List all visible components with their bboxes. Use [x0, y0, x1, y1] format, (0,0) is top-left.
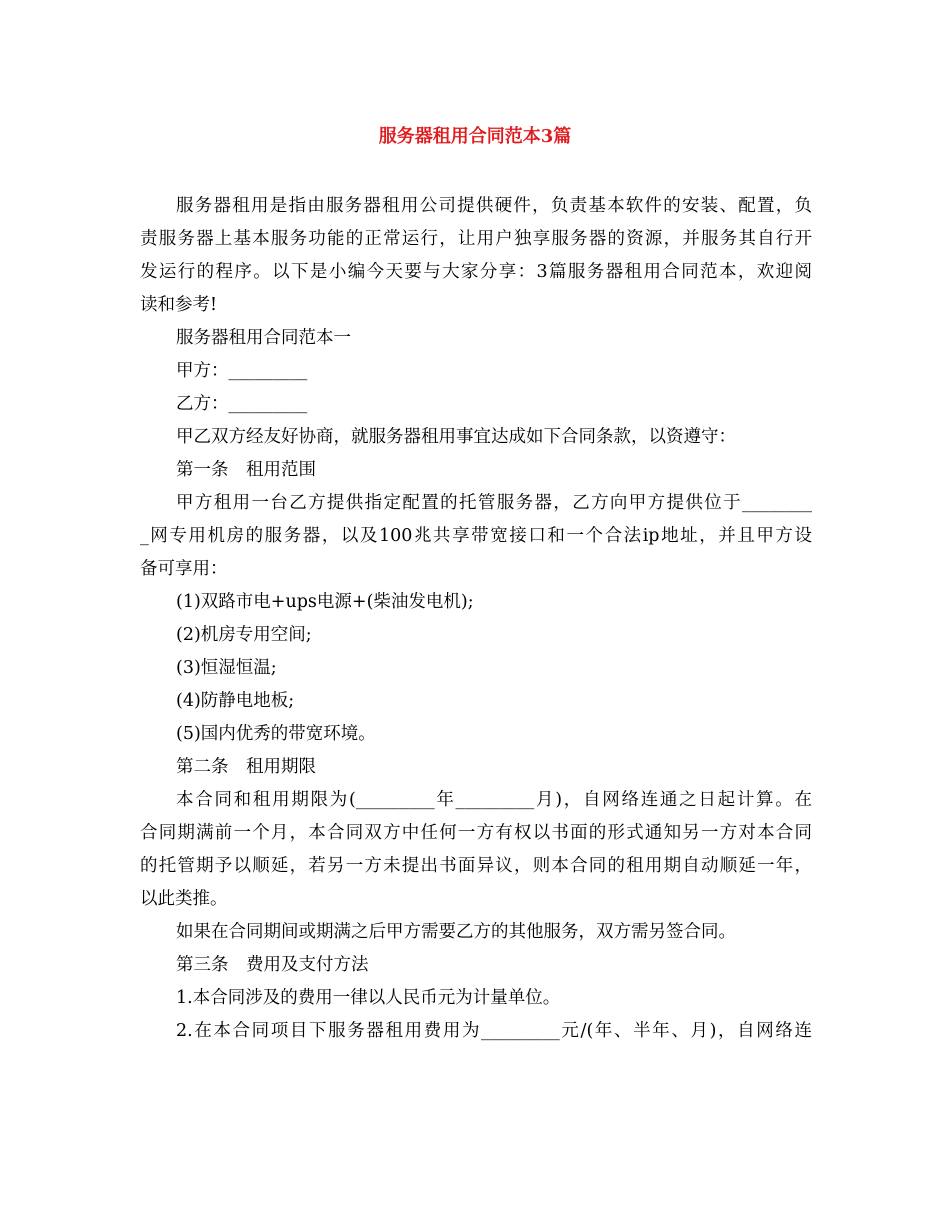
section-heading: 服务器租用合同范本一	[176, 328, 351, 348]
paragraph-line: 如果在合同期间或期满之后甲方需要乙方的其他服务，双方需另签合同。	[176, 922, 736, 942]
paragraph-line: 1.本合同涉及的费用一律以人民币元为计量单位。	[176, 988, 561, 1008]
document-title: 服务器租用合同范本3篇	[378, 126, 572, 147]
paragraph-line: 以此类推。	[140, 889, 228, 909]
list-item: (4)防静电地板;	[176, 691, 295, 711]
list-item: (2)机房专用空间;	[176, 625, 312, 645]
paragraph-line: _网专用机房的服务器，以及100兆共享带宽接口和一个合法ip地址，并且甲方设	[140, 526, 812, 546]
paragraph-line: 备可享用：	[140, 559, 228, 579]
paragraph-line: 甲乙双方经友好协商，就服务器租用事宜达成如下合同条款，以资遵守：	[176, 427, 736, 447]
paragraph-line: 2.在本合同项目下服务器租用费用为_________元/(年、半年、月)，自网络连	[176, 1021, 812, 1041]
paragraph-line: 服务器租用是指由服务器租用公司提供硬件，负责基本软件的安装、配置，负	[176, 196, 812, 216]
paragraph-line: 的托管期予以顺延，若另一方未提出书面异议，则本合同的租用期自动顺延一年，	[140, 856, 812, 876]
article-heading: 第三条 费用及支付方法	[176, 955, 369, 975]
list-item: (1)双路市电+ups电源+(柴油发电机);	[176, 592, 474, 612]
article-heading: 第一条 租用范围	[176, 460, 316, 480]
paragraph-line: 读和参考!	[140, 295, 218, 315]
list-item: (5)国内优秀的带宽环境。	[176, 724, 376, 744]
article-heading: 第二条 租用期限	[176, 757, 316, 777]
list-item: (3)恒湿恒温;	[176, 658, 277, 678]
paragraph-line: 责服务器上基本服务功能的正常运行，让用户独享服务器的资源，并服务其自行开	[140, 229, 812, 249]
paragraph-line: 合同期满前一个月，本合同双方中任何一方有权以书面的形式通知另一方对本合同	[140, 823, 812, 843]
paragraph-line: 甲方租用一台乙方提供指定配置的托管服务器，乙方向甲方提供位于________	[176, 493, 812, 513]
party-b-line: 乙方：_________	[176, 394, 308, 414]
paragraph-line: 本合同和租用期限为(_________年_________月)，自网络连通之日起计算。在	[176, 790, 812, 810]
party-a-line: 甲方：_________	[176, 361, 308, 381]
paragraph-line: 发运行的程序。以下是小编今天要与大家分享：3篇服务器租用合同范本，欢迎阅	[140, 262, 812, 282]
